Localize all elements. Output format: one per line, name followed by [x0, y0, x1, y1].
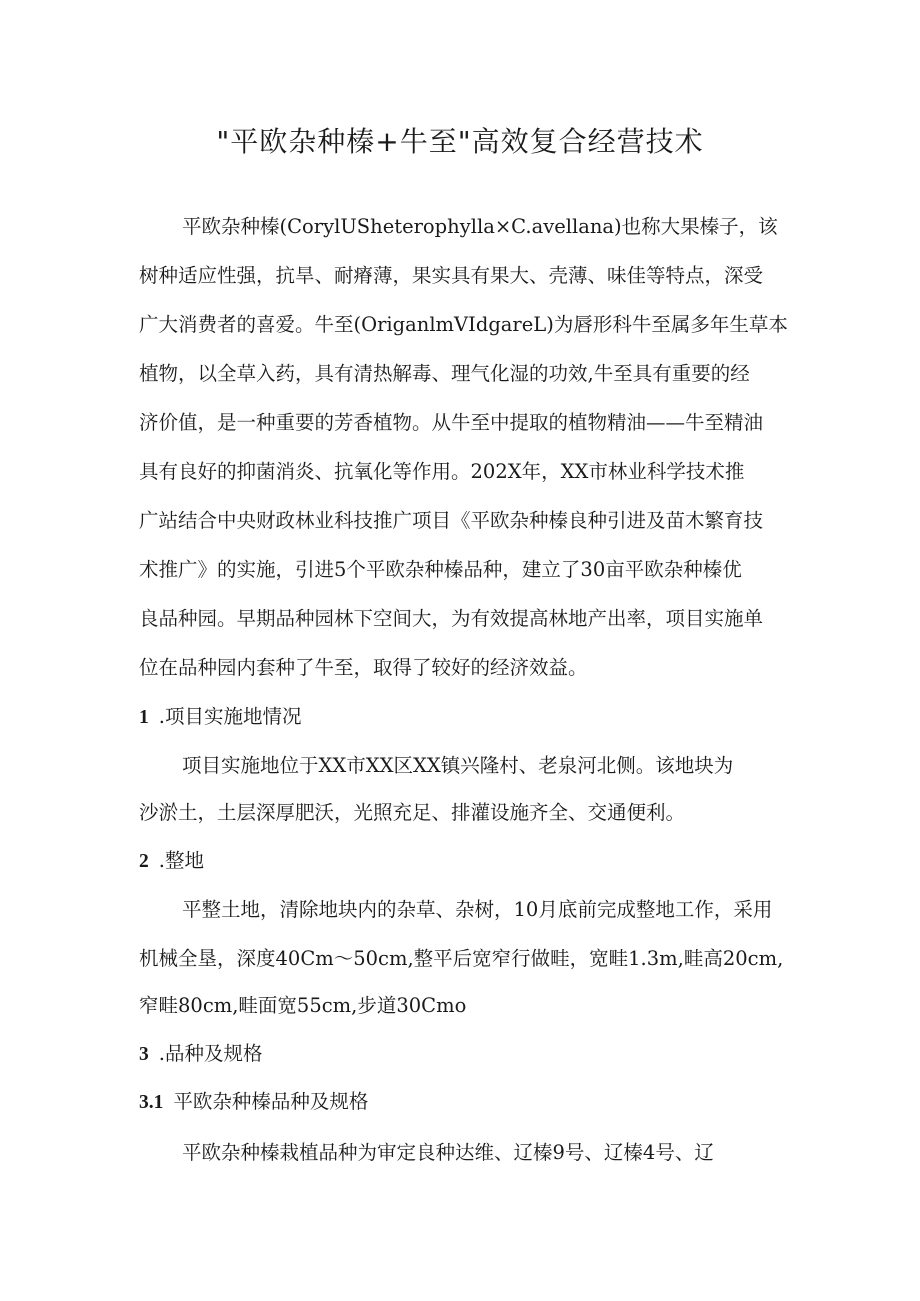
section-3-number: 3 — [139, 1044, 149, 1065]
section-1-line-1: 项目实施地位于XX市XX区XX镇兴隆村、老泉河北侧。该地块为 — [182, 754, 734, 777]
section-1-heading — [139, 702, 301, 732]
section-3-title: .品种及规格 — [158, 1042, 263, 1065]
section-1-title: .项目实施地情况 — [158, 705, 302, 728]
intro-line-8: 术推广》的实施，引进5个平欧杂种榛品种，建立了30亩平欧杂种榛优 — [139, 558, 742, 581]
section-3-1-title: 平欧杂种榛品种及规格 — [173, 1090, 369, 1113]
section-2-title: .整地 — [158, 849, 204, 872]
intro-line-6: 具有良好的抑菌消炎、抗氧化等作用。202X年，XX市林业科学技术推 — [139, 460, 745, 483]
section-1-number: 1 — [139, 707, 149, 728]
intro-line-4: 植物，以全草入药，具有清热解毒、理气化湿的功效,牛至具有重要的经 — [139, 362, 750, 385]
section-2-line-1: 平整土地，清除地块内的杂草、杂树，10月底前完成整地工作，采用 — [182, 898, 773, 921]
section-2-line-2: 机械全垦，深度40Cm～50cm,整平后宽窄行做畦，宽畦1.3m,畦高20cm, — [139, 947, 784, 970]
section-1-line-2: 沙淤土，土层深厚肥沃，光照充足、排灌设施齐全、交通便利。 — [139, 801, 686, 824]
section-3-1-number: 3.1 — [139, 1092, 164, 1113]
section-3-1-line-1: 平欧杂种榛栽植品种为审定良种达维、辽榛9号、辽榛4号、辽 — [182, 1141, 714, 1164]
section-3-1-heading — [139, 1087, 368, 1117]
section-2-heading — [139, 846, 204, 876]
section-3-heading — [139, 1039, 262, 1069]
intro-line-9: 良品种园。早期品种园林下空间大，为有效提高林地产出率，项目实施单 — [139, 607, 764, 630]
intro-line-7: 广站结合中央财政林业科技推广项目《平欧杂种榛良种引进及苗木繁育技 — [139, 509, 764, 532]
section-2-number: 2 — [139, 851, 149, 872]
intro-line-1: 平欧杂种榛(CorylUSheterophylla×C.avellana)也称大果榛子，该 — [182, 215, 778, 238]
intro-line-2: 树种适应性强，抗旱、耐瘠薄，果实具有果大、壳薄、味佳等特点，深受 — [139, 264, 764, 287]
intro-line-10: 位在品种园内套种了牛至，取得了较好的经济效益。 — [139, 656, 588, 679]
intro-line-3: 广大消费者的喜爱。牛至(OriganlmVIdgareL)为唇形科牛至属多年生草本 — [139, 313, 788, 336]
section-2-line-3: 窄畦80cm,畦面宽55cm,步道30Cmo — [139, 994, 467, 1017]
document-title: "平欧杂种榛+牛至"高效复合经营技术 — [216, 125, 704, 158]
intro-line-5: 济价值，是一种重要的芳香植物。从牛至中提取的植物精油——牛至精油 — [139, 411, 764, 434]
